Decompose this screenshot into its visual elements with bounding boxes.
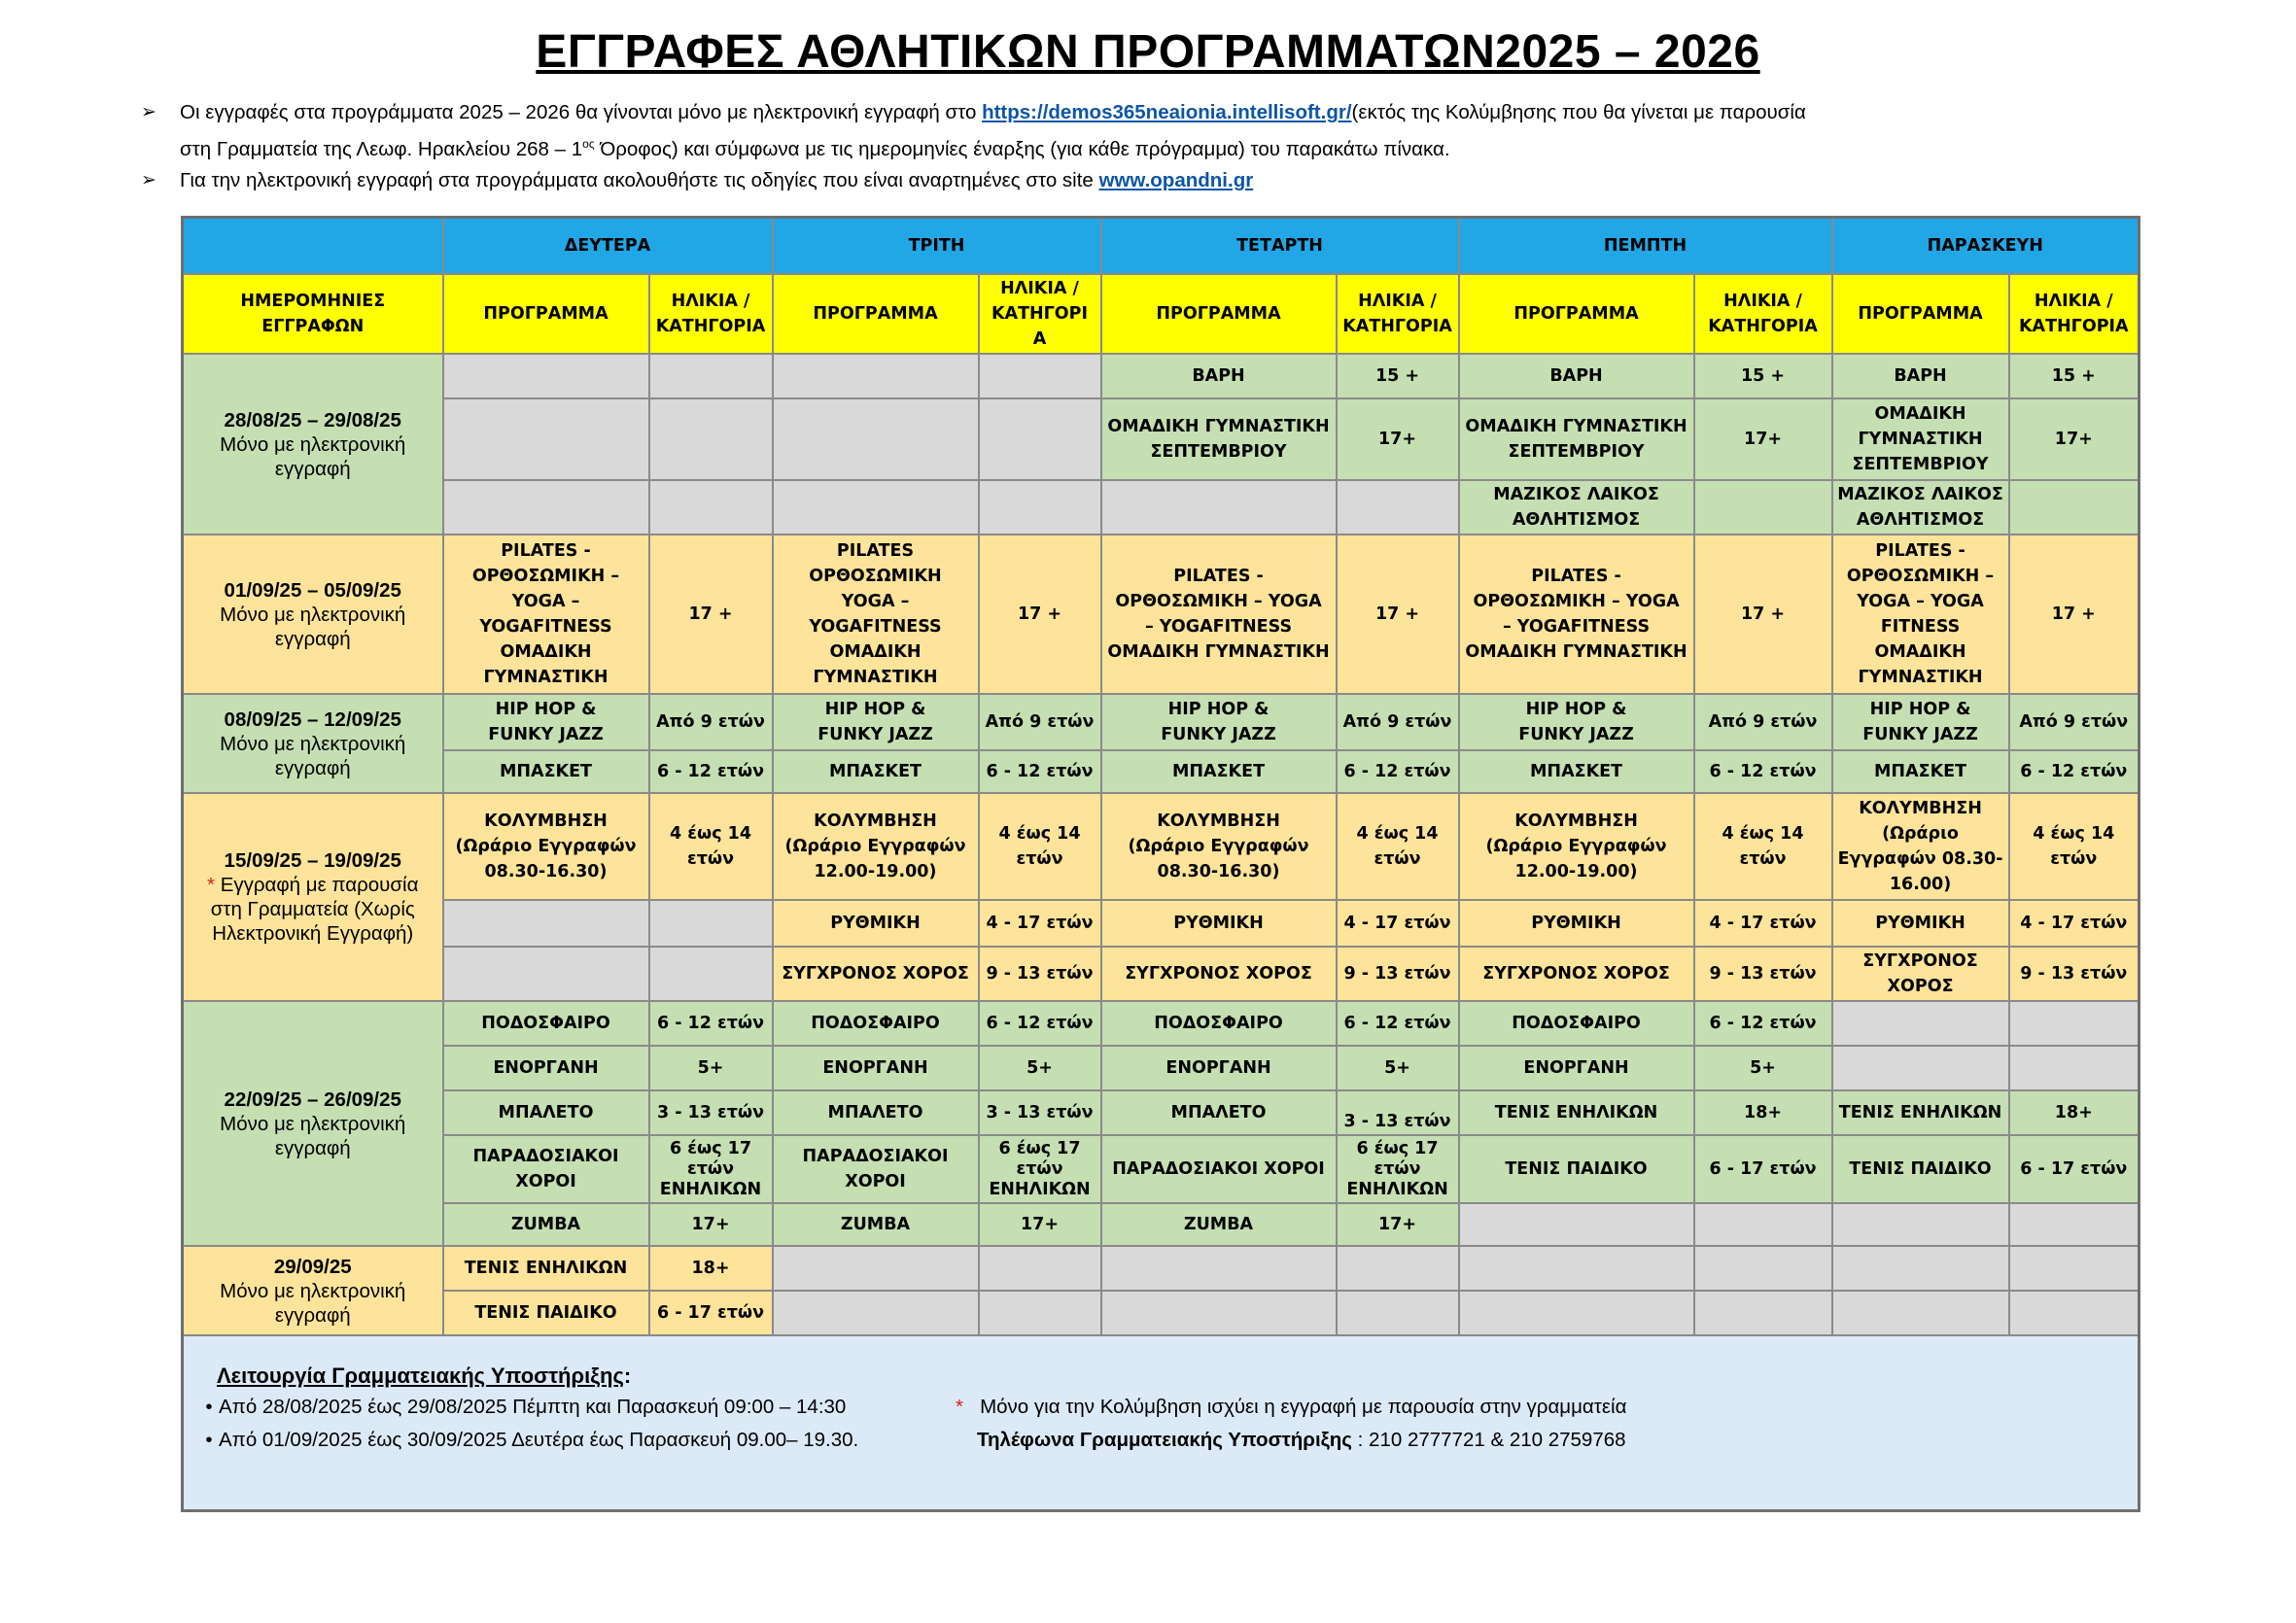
day-thursday: ΠΕΜΠΤΗ (1459, 218, 1832, 275)
empty-cell (773, 1291, 979, 1335)
program-cell: ΣΥΓΧΡΟΝΟΣ ΧΟΡΟΣ (1101, 947, 1337, 1001)
empty-cell (649, 354, 773, 398)
table-row (183, 1135, 2139, 1203)
age-cell: Από 9 ετών (2009, 694, 2139, 750)
intro-bullet-1 (141, 97, 2182, 128)
age-cell: 18+ (649, 1246, 773, 1291)
program-cell: ZUMBA (1101, 1203, 1337, 1246)
intro-text: Οι εγγραφές στα προγράμματα 2025 – 2026 θα γίνονται μόνο με ηλεκτρονική εγγραφή στο (180, 101, 983, 123)
program-cell: PILATES ΟΡΘΟΣΩΜΙΚΗ YOGA – YOGAFITNESS ΟΜΑΔΙΚΗ ΓΥΜΝΑΣΤΙΚΗ (773, 535, 979, 694)
program-cell: ΤΕΝΙΣ ΕΝΗΛΙΚΩΝ (443, 1246, 649, 1291)
schedule-table (181, 216, 2140, 1512)
empty-cell (1337, 1246, 1459, 1291)
program-cell: ΣΥΓΧΡΟΝΟΣ ΧΟΡΟΣ (1832, 947, 2009, 1001)
empty-cell (2009, 1046, 2139, 1090)
age-cell: 9 - 13 ετών (979, 947, 1101, 1001)
age-cell: 15 + (1337, 354, 1459, 398)
table-row (183, 900, 2139, 947)
age-cell: 17+ (1337, 398, 1459, 480)
program-cell: ΒΑΡΗ (1832, 354, 2009, 398)
age-header: ΗΛΙΚΙΑ / ΚΑΤΗΓΟΡΙΑ (1337, 274, 1459, 354)
bullet-icon: • (205, 1429, 213, 1451)
empty-cell (2009, 1203, 2139, 1246)
program-cell: ΜΠΑΣΚΕΤ (443, 750, 649, 793)
empty-cell (979, 480, 1101, 535)
age-cell: 17+ (979, 1203, 1101, 1246)
age-cell: 6 έως 17 ετών ΕΝΗΛΙΚΩΝ (649, 1135, 773, 1203)
age-header: ΗΛΙΚΙΑ / ΚΑΤΗΓΟΡΙΑ (2009, 274, 2139, 354)
age-cell: 9 - 13 ετών (1694, 947, 1832, 1001)
empty-cell (1832, 1203, 2009, 1246)
empty-cell (1694, 1291, 1832, 1335)
column-header-row (183, 274, 2139, 354)
program-cell: ΠΑΡΑΔΟΣΙΑΚΟΙ ΧΟΡΟΙ (443, 1135, 649, 1203)
hours-line-1: • Από 28/08/2025 έως 29/08/2025 Πέμπτη και Παρασκευή 09:00 – 14:30 (199, 1395, 846, 1420)
program-cell: ZUMBA (773, 1203, 979, 1246)
empty-cell (1459, 1203, 1694, 1246)
program-cell: ΤΕΝΙΣ ΠΑΙΔΙΚΟ (1459, 1135, 1694, 1203)
age-header: ΗΛΙΚΙΑ / ΚΑΤΗΓΟΡΙΑ (1694, 274, 1832, 354)
program-header: ΠΡΟΓΡΑΜΜΑ (443, 274, 649, 354)
table-row (183, 1001, 2139, 1046)
site-link[interactable]: www.opandni.gr (1098, 168, 1254, 191)
program-cell: PILATES - ΟΡΘΟΣΩΜΙΚΗ – YOGA – YOGAFITNESS ΟΜΑΔΙΚΗ ΓΥΜΝΑΣΤΙΚΗ (443, 535, 649, 694)
age-cell: 17 + (1694, 535, 1832, 694)
program-header: ΠΡΟΓΡΑΜΜΑ (1101, 274, 1337, 354)
empty-cell (1694, 1203, 1832, 1246)
empty-cell (443, 354, 649, 398)
phones-line: Τηλέφωνα Γραμματειακής Υποστήριξης : 210 2777721 & 210 2759768 (977, 1429, 1626, 1451)
program-cell: ΕΝΟΡΓΑΝΗ (1101, 1046, 1337, 1090)
program-cell: PILATES - ΟΡΘΟΣΩΜΙΚΗ – YOGA – YOGAFITNESS ΟΜΑΔΙΚΗ ΓΥΜΝΑΣΤΙΚΗ (1459, 535, 1694, 694)
age-cell: 6 - 12 ετών (1337, 1001, 1459, 1046)
program-cell: ΠΑΡΑΔΟΣΙΑΚΟΙ ΧΟΡΟΙ (1101, 1135, 1337, 1203)
program-cell: ΕΝΟΡΓΑΝΗ (773, 1046, 979, 1090)
program-cell: ΜΠΑΛΕΤΟ (1101, 1090, 1337, 1135)
empty-cell (979, 398, 1101, 480)
empty-cell (773, 480, 979, 535)
program-cell: ΡΥΘΜΙΚΗ (1459, 900, 1694, 947)
table-row (183, 1246, 2139, 1291)
swimming-note: * Μόνο για την Κολύμβηση ισχύει η εγγραφή με παρουσία στην γραμματεία (956, 1396, 1627, 1418)
footer-row (183, 1335, 2139, 1511)
empty-cell (1832, 1291, 2009, 1335)
age-cell (2009, 480, 2139, 535)
program-cell: ΣΥΓΧΡΟΝΟΣ ΧΟΡΟΣ (1459, 947, 1694, 1001)
empty-cell (1101, 480, 1337, 535)
arrow-bullet-icon: ➢ (141, 102, 157, 122)
empty-cell (443, 900, 649, 947)
arrow-bullet-icon: ➢ (141, 169, 157, 190)
heading-colon: : (623, 1364, 632, 1388)
program-cell: ΠΑΡΑΔΟΣΙΑΚΟΙ ΧΟΡΟΙ (773, 1135, 979, 1203)
age-cell: 6 - 12 ετών (1694, 1001, 1832, 1046)
age-cell: 4 έως 14 ετών (649, 793, 773, 900)
age-cell: 6 - 12 ετών (2009, 750, 2139, 793)
age-cell: 5+ (1337, 1046, 1459, 1090)
empty-cell (2009, 1246, 2139, 1291)
age-cell: 4 έως 14 ετών (2009, 793, 2139, 900)
age-cell: Από 9 ετών (1337, 694, 1459, 750)
table-row (183, 398, 2139, 480)
age-cell: 5+ (649, 1046, 773, 1090)
table-row (183, 750, 2139, 793)
age-cell: 6 έως 17 ετών ΕΝΗΛΙΚΩΝ (979, 1135, 1101, 1203)
day-header-row (183, 218, 2139, 275)
day-friday: ΠΑΡΑΣΚΕΥΗ (1832, 218, 2139, 275)
program-cell: ΟΜΑΔΙΚΗ ΓΥΜΝΑΣΤΙΚΗ ΣΕΠΤΕΜΒΡΙΟΥ (1101, 398, 1337, 480)
corner-cell (183, 218, 443, 275)
program-cell: HIP HOP & FUNKY JAZZ (443, 694, 649, 750)
program-cell: ΚΟΛΥΜΒΗΣΗ (Ωράριο Εγγραφών 08.30- 16.00) (1832, 793, 2009, 900)
intro-text: Για την ηλεκτρονική εγγραφή στα προγράμματα ακολουθήστε τις οδηγίες που είναι αναρτημένες στο site (180, 168, 1099, 191)
program-cell: ΡΥΘΜΙΚΗ (1101, 900, 1337, 947)
age-cell: 4 έως 14 ετών (979, 793, 1101, 900)
program-cell: ZUMBA (443, 1203, 649, 1246)
age-cell: 3 - 13 ετών (1337, 1090, 1459, 1135)
program-cell: ΤΕΝΙΣ ΕΝΗΛΙΚΩΝ (1832, 1090, 2009, 1135)
program-cell: ΤΕΝΙΣ ΕΝΗΛΙΚΩΝ (1459, 1090, 1694, 1135)
table-row (183, 354, 2139, 398)
age-cell: 17+ (2009, 398, 2139, 480)
empty-cell (773, 354, 979, 398)
age-cell: 6 - 12 ετών (1694, 750, 1832, 793)
program-cell: ΡΥΘΜΙΚΗ (1832, 900, 2009, 947)
empty-cell (649, 900, 773, 947)
empty-cell (979, 1291, 1101, 1335)
age-cell: 5+ (979, 1046, 1101, 1090)
empty-cell (1101, 1291, 1337, 1335)
age-cell: 17+ (1337, 1203, 1459, 1246)
program-cell: ΜΑΖΙΚΟΣ ΛΑΙΚΟΣ ΑΘΛΗΤΙΣΜΟΣ (1832, 480, 2009, 535)
program-header: ΠΡΟΓΡΑΜΜΑ (773, 274, 979, 354)
empty-cell (1832, 1001, 2009, 1046)
age-cell: 6 - 12 ετών (649, 750, 773, 793)
program-cell: HIP HOP & FUNKY JAZZ (1459, 694, 1694, 750)
program-cell: ΟΜΑΔΙΚΗ ΓΥΜΝΑΣΤΙΚΗ ΣΕΠΤΕΜΒΡΙΟΥ (1832, 398, 2009, 480)
footer-panel (183, 1335, 2139, 1511)
age-header: ΗΛΙΚΙΑ / ΚΑΤΗΓΟΡΙΑ (649, 274, 773, 354)
program-cell: ΠΟΔΟΣΦΑΙΡΟ (443, 1001, 649, 1046)
age-cell: 6 - 12 ετών (1337, 750, 1459, 793)
age-cell: 3 - 13 ετών (979, 1090, 1101, 1135)
program-cell: ΣΥΓΧΡΟΝΟΣ ΧΟΡΟΣ (773, 947, 979, 1001)
age-cell: 6 έως 17 ετών ΕΝΗΛΙΚΩΝ (1337, 1135, 1459, 1203)
table-row (183, 947, 2139, 1001)
program-cell: ΜΠΑΣΚΕΤ (773, 750, 979, 793)
program-cell: ΜΠΑΛΕΤΟ (773, 1090, 979, 1135)
empty-cell (649, 398, 773, 480)
empty-cell (1337, 1291, 1459, 1335)
date-cell: 22/09/25 – 26/09/25 Μόνο με ηλεκτρονική εγγραφή (183, 1001, 443, 1246)
empty-cell (2009, 1291, 2139, 1335)
age-cell: Από 9 ετών (979, 694, 1101, 750)
date-cell: 15/09/25 – 19/09/25 * Εγγραφή με παρουσία στη Γραμματεία (Χωρίς Ηλεκτρονική Εγγραφή) (183, 793, 443, 1001)
empty-cell (979, 1246, 1101, 1291)
empty-cell (1694, 1246, 1832, 1291)
program-cell: ΡΥΘΜΙΚΗ (773, 900, 979, 947)
age-cell: 15 + (1694, 354, 1832, 398)
empty-cell (2009, 1001, 2139, 1046)
age-cell: 4 έως 14 ετών (1337, 793, 1459, 900)
age-cell: 17 + (2009, 535, 2139, 694)
age-cell: 6 - 17 ετών (649, 1291, 773, 1335)
age-cell: 4 έως 14 ετών (1694, 793, 1832, 900)
age-cell (1694, 480, 1832, 535)
date-cell: 01/09/25 – 05/09/25 Μόνο με ηλεκτρονική εγγραφή (183, 535, 443, 694)
page-title: ΕΓΓΡΑΦΕΣ ΑΘΛΗΤΙΚΩΝ ΠΡΟΓΡΑΜΜΑΤΩΝ2025 – 2026 (536, 26, 1760, 78)
empty-cell (979, 354, 1101, 398)
asterisk-icon: * (956, 1396, 963, 1418)
age-cell: 6 - 12 ετών (979, 1001, 1101, 1046)
date-cell: 28/08/25 – 29/08/25 Μόνο με ηλεκτρονική εγγραφή (183, 354, 443, 535)
intro-bullet-1-cont: στη Γραμματεία της Λεωφ. Ηρακλείου $268 - 1^{o\varsigma}$ Όροφος) και σύμφωνα με τις ημερομηνίες έναρξης (για κάθε πρόγραμμα) του παρακάτω πίνακα. (180, 137, 1450, 160)
table-row (183, 793, 2139, 900)
age-cell: 17 + (649, 535, 773, 694)
table-row (183, 1090, 2139, 1135)
age-cell: 18+ (1694, 1090, 1832, 1135)
age-cell: 5+ (1694, 1046, 1832, 1090)
empty-cell (1101, 1246, 1337, 1291)
age-cell: Από 9 ετών (649, 694, 773, 750)
asterisk-icon: * (207, 874, 215, 896)
program-cell: ΜΠΑΣΚΕΤ (1832, 750, 2009, 793)
table-row (183, 535, 2139, 694)
program-cell: ΜΠΑΣΚΕΤ (1459, 750, 1694, 793)
program-cell: ΜΠΑΣΚΕΤ (1101, 750, 1337, 793)
program-cell: HIP HOP & FUNKY JAZZ (1101, 694, 1337, 750)
program-cell: ΚΟΛΥΜΒΗΣΗ (Ωράριο Εγγραφών 08.30-16.30) (1101, 793, 1337, 900)
program-cell: ΠΟΔΟΣΦΑΙΡΟ (1459, 1001, 1694, 1046)
empty-cell (1337, 480, 1459, 535)
age-cell: 18+ (2009, 1090, 2139, 1135)
empty-cell (1459, 1291, 1694, 1335)
age-cell: 4 - 17 ετών (979, 900, 1101, 947)
age-cell: 17+ (1694, 398, 1832, 480)
program-cell: ΚΟΛΥΜΒΗΣΗ (Ωράριο Εγγραφών 08.30-16.30) (443, 793, 649, 900)
age-cell: 17+ (649, 1203, 773, 1246)
age-cell: 6 - 17 ετών (1694, 1135, 1832, 1203)
table-row (183, 1046, 2139, 1090)
program-cell: ΚΟΛΥΜΒΗΣΗ (Ωράριο Εγγραφών 12.00-19.00) (773, 793, 979, 900)
program-cell: ΤΕΝΙΣ ΠΑΙΔΙΚΟ (1832, 1135, 2009, 1203)
age-cell: 17 + (1337, 535, 1459, 694)
intro-text: (εκτός της Κολύμβησης που θα γίνεται με παρουσία (1351, 101, 1806, 123)
program-cell: ΕΝΟΡΓΑΝΗ (443, 1046, 649, 1090)
age-cell: 4 - 17 ετών (1694, 900, 1832, 947)
program-cell: HIP HOP & FUNKY JAZZ (773, 694, 979, 750)
age-cell: 6 - 17 ετών (2009, 1135, 2139, 1203)
day-monday: ΔΕΥΤΕΡΑ (443, 218, 773, 275)
empty-cell (649, 480, 773, 535)
program-cell: ΒΑΡΗ (1459, 354, 1694, 398)
age-cell: 15 + (2009, 354, 2139, 398)
empty-cell (443, 480, 649, 535)
age-cell: 9 - 13 ετών (1337, 947, 1459, 1001)
empty-cell (773, 1246, 979, 1291)
program-cell: ΕΝΟΡΓΑΝΗ (1459, 1046, 1694, 1090)
table-row (183, 1291, 2139, 1335)
program-header: ΠΡΟΓΡΑΜΜΑ (1459, 274, 1694, 354)
date-cell: 29/09/25 Μόνο με ηλεκτρονική εγγραφή (183, 1246, 443, 1335)
program-cell: PILATES - ΟΡΘΟΣΩΜΙΚΗ – YOGA – YOGAFITNESS ΟΜΑΔΙΚΗ ΓΥΜΝΑΣΤΙΚΗ (1101, 535, 1337, 694)
intro-bullet-2 (141, 165, 2182, 196)
program-cell: ΜΑΖΙΚΟΣ ΛΑΙΚΟΣ ΑΘΛΗΤΙΣΜΟΣ (1459, 480, 1694, 535)
age-cell: 3 - 13 ετών (649, 1090, 773, 1135)
day-wednesday: ΤΕΤΑΡΤΗ (1101, 218, 1459, 275)
empty-cell (1832, 1246, 2009, 1291)
empty-cell (443, 947, 649, 1001)
bullet-icon: • (205, 1396, 213, 1418)
registration-link[interactable]: https://demos365neaionia.intellisoft.gr/ (982, 101, 1352, 123)
day-tuesday: ΤΡΙΤΗ (773, 218, 1101, 275)
table-row (183, 1203, 2139, 1246)
empty-cell (1459, 1246, 1694, 1291)
program-cell: ΟΜΑΔΙΚΗ ΓΥΜΝΑΣΤΙΚΗ ΣΕΠΤΕΜΒΡΙΟΥ (1459, 398, 1694, 480)
program-cell: ΠΟΔΟΣΦΑΙΡΟ (773, 1001, 979, 1046)
program-cell: ΚΟΛΥΜΒΗΣΗ (Ωράριο Εγγραφών 12.00-19.00) (1459, 793, 1694, 900)
age-cell: 4 - 17 ετών (2009, 900, 2139, 947)
dates-header: ΗΜΕΡΟΜΗΝΙΕΣ ΕΓΓΡΑΦΩΝ (183, 274, 443, 354)
age-cell: Από 9 ετών (1694, 694, 1832, 750)
empty-cell (649, 947, 773, 1001)
age-cell: 17 + (979, 535, 1101, 694)
age-cell: 9 - 13 ετών (2009, 947, 2139, 1001)
program-cell: ΒΑΡΗ (1101, 354, 1337, 398)
age-cell: 6 - 12 ετών (979, 750, 1101, 793)
age-cell: 4 - 17 ετών (1337, 900, 1459, 947)
footer-heading: Λειτουργία Γραμματειακής Υποστήριξης: (217, 1364, 632, 1388)
empty-cell (1832, 1046, 2009, 1090)
table-row (183, 694, 2139, 750)
program-cell: ΠΟΔΟΣΦΑΙΡΟ (1101, 1001, 1337, 1046)
program-cell: HIP HOP & FUNKY JAZZ (1832, 694, 2009, 750)
empty-cell (773, 398, 979, 480)
intro-notes (141, 97, 2182, 196)
program-cell: ΜΠΑΛΕΤΟ (443, 1090, 649, 1135)
empty-cell (443, 398, 649, 480)
hours-line-2: • Από 01/09/2025 έως 30/09/2025 Δευτέρα έως Παρασκευή 09.00– 19.30. (199, 1428, 858, 1453)
program-cell: ΤΕΝΙΣ ΠΑΙΔΙΚΟ (443, 1291, 649, 1335)
program-header: ΠΡΟΓΡΑΜΜΑ (1832, 274, 2009, 354)
age-header: ΗΛΙΚΙΑ / ΚΑΤΗΓΟΡΙ Α (979, 274, 1101, 354)
date-cell: 08/09/25 – 12/09/25 Μόνο με ηλεκτρονική εγγραφή (183, 694, 443, 793)
age-cell: 6 - 12 ετών (649, 1001, 773, 1046)
table-row (183, 480, 2139, 535)
program-cell: PILATES - ΟΡΘΟΣΩΜΙΚΗ – YOGA – YOGA FITNESS ΟΜΑΔΙΚΗ ΓΥΜΝΑΣΤΙΚΗ (1832, 535, 2009, 694)
